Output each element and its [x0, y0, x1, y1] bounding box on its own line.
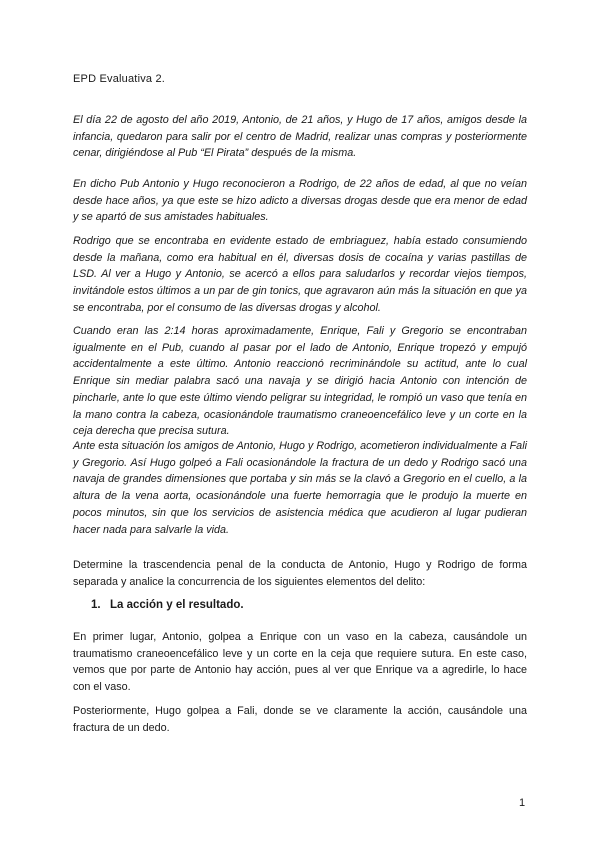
case-paragraph-1: El día 22 de agosto del año 2019, Antonio, de 21 años, y Hugo de 17 años, amigos desde la infancia, quedaron para salir por el centro de Madrid, realizar unas compras y posteriormente cenar, dirigiéndose al Pub “El Pirata” después de la misma.	[73, 114, 527, 160]
document-title: EPD Evaluativa 2.	[73, 73, 166, 85]
section-heading-text: La acción y el resultado.	[110, 599, 244, 611]
instruction-paragraph: Determine la trascendencia penal de la conducta de Antonio, Hugo y Rodrigo de forma separada y analice la concurrencia de los siguientes elementos del delito:	[73, 559, 527, 588]
section-number: 1.	[91, 599, 101, 611]
section-heading	[91, 599, 244, 611]
page-number: 1	[519, 797, 526, 809]
case-paragraph-3: Rodrigo que se encontraba en evidente estado de embriaguez, había estado consumiendo desde la mañana, como era habitual en él, diversas dosis de cocaína y varias pastillas de LSD. Al ver a Hugo y Antonio, se acercó a ellos para saludarlos y recordar viejos tiempos, invitándole estos últimos a un par de gin tonics, que agravaron aún más la situación en que ya se encontraba, por el consumo de las diversas drogas y alcohol.	[73, 235, 527, 314]
case-paragraph-4: Cuando eran las 2:14 horas aproximadamente, Enrique, Fali y Gregorio se encontraban igualmente en el Pub, cuando al pasar por el lado de Antonio, Enrique tropezó y empujó accidentalmente a este último. Antonio reaccionó recriminándole su actitud, ante lo cual Enrique sin mediar palabra sacó una navaja y se dirigió hacia Antonio con intención de pincharle, ante lo que este último viendo peligrar su integridad, le rompió un vaso que tenía en la mano contra la cabeza, ocasionándole traumatismo craneoencefálico leve y un corte en la ceja derecha que precisa sutura.	[73, 325, 527, 438]
case-paragraph-2: En dicho Pub Antonio y Hugo reconocieron a Rodrigo, de 22 años de edad, al que no veían desde hace años, ya que este se hizo adicto a diversas drogas desde que era menor de edad y se apartó de sus amistades habituales.	[73, 178, 527, 224]
answer-paragraph-2: Posteriormente, Hugo golpea a Fali, donde se ve claramente la acción, causándole una fractura de un dedo.	[73, 705, 527, 734]
case-paragraph-5: Ante esta situación los amigos de Antonio, Hugo y Rodrigo, acometieron individualmente a Fali y Gregorio. Así Hugo golpeó a Fali ocasionándole la fractura de un dedo y Rodrigo sacó una navaja de grandes dimensiones que portaba y sin más se la clavó a Gregorio en el cuello, a la altura de la vena aorta, ocasionándole una fuerte hemorragia que le produjo la muerte en pocos minutos, sin que los servicios de asistencia médica que acudieron al lugar pudieran hacer nada para salvarle la vida.	[73, 440, 527, 536]
answer-paragraph-1: En primer lugar, Antonio, golpea a Enrique con un vaso en la cabeza, causándole un traumatismo craneoencefálico leve y un corte en la ceja que requiere sutura. En este caso, vemos que por parte de Antonio hay acción, pues al ver que Enrique va a agredirle, lo hace con el vaso.	[73, 631, 527, 694]
